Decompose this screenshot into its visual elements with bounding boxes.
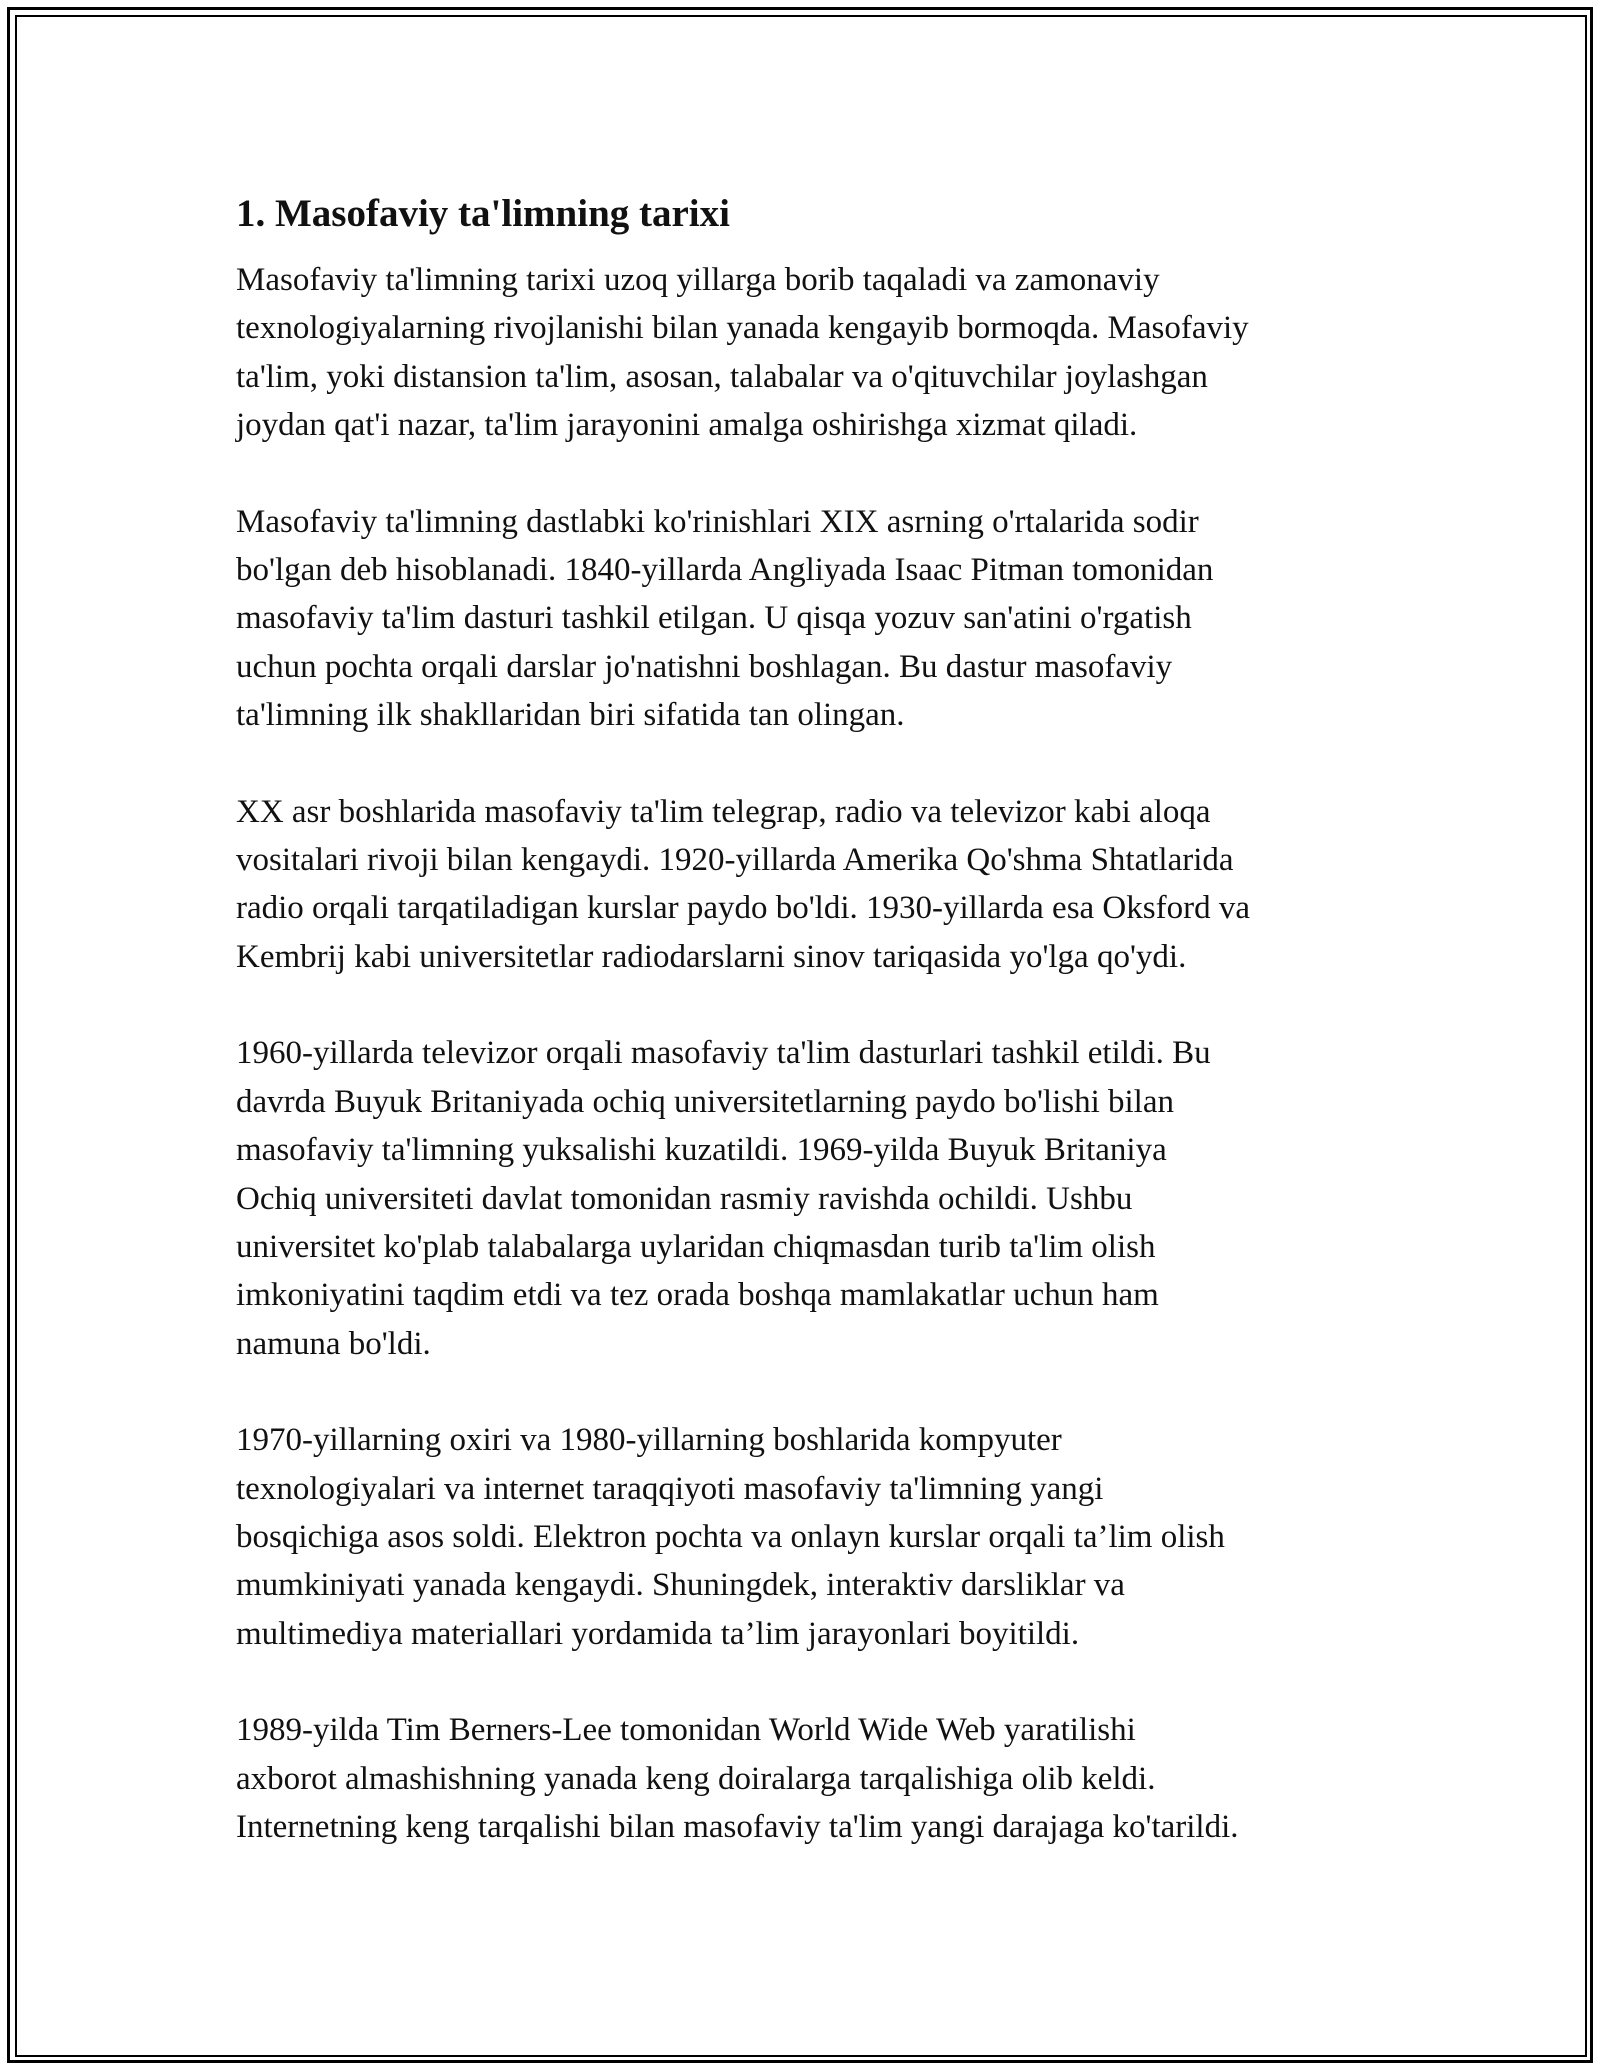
paragraph-1960s: 1960-yillarda televizor orqali masofaviy ta'lim dasturlari tashkil etildi. Bu davrda Buyuk Britaniyada ochiq universitetlarning paydo bo'lishi bilan masofaviy ta'limning yuksalishi kuzatildi. 1969-yilda Buyuk Britaniya Ochiq universiteti davlat tomonidan rasmiy ravishda ochildi. Ushbu universitet ko'plab talabalarga uylaridan chiqmasdan turib ta'lim olish imkoniyatini taqdim etdi va tez orada boshqa mamlakatlar uchun ham namuna bo'ldi. <box>236 1035 1211 1362</box>
section-heading: 1. Masofaviy ta'limning tarixi <box>236 192 730 235</box>
paragraph-20th-century: XX asr boshlarida masofaviy ta'lim telegrap, radio va televizor kabi aloqa vositalari rivoji bilan kengaydi. 1920-yillarda Amerika Qo'shma Shtatlarida radio orqali tarqatiladigan kurslar paydo bo'ldi. 1930-yillarda esa Oksford va Kembrij kabi universitetlar radiodarslarni sinov tariqasida yo'lga qo'ydi. <box>236 793 1250 975</box>
paragraph-intro: Masofaviy ta'limning tarixi uzoq yillarga borib taqaladi va zamonaviy texnologiyalarning rivojlanishi bilan yanada kengayib bormoqda. Masofaviy ta'lim, yoki distansion ta'lim, asosan, talabalar va o'qituvchilar joylashgan joydan qat'i nazar, ta'lim jarayonini amalga oshirishga xizmat qiladi. <box>236 262 1249 444</box>
paragraph-world-wide-web: 1989-yilda Tim Berners-Lee tomonidan World Wide Web yaratilishi axborot almashishning yanada keng doiralarga tarqalishiga olib keldi. Internetning keng tarqalishi bilan masofaviy ta'lim yangi darajaga ko'tarildi. <box>236 1712 1239 1845</box>
paragraph-1970s-1980s: 1970-yillarning oxiri va 1980-yillarning boshlarida kompyuter texnologiyalari va internet taraqqiyoti masofaviy ta'limning yangi bosqichiga asos soldi. Elektron pochta va onlayn kurslar orqali ta’lim olish mumkiniyati yanada kengaydi. Shuningdek, interaktiv darsliklar va multimediya materiallari yordamida ta’lim jarayonlari boyitildi. <box>236 1422 1225 1652</box>
paragraph-19th-century: Masofaviy ta'limning dastlabki ko'rinishlari XIX asrning o'rtalarida sodir bo'lgan deb hisoblanadi. 1840-yillarda Angliyada Isaac Pitman tomonidan masofaviy ta'lim dasturi tashkil etilgan. U qisqa yozuv san'atini o'rgatish uchun pochta orqali darslar jo'natishni boshlagan. Bu dastur masofaviy ta'limning ilk shakllaridan biri sifatida tan olingan. <box>236 503 1214 734</box>
document-body <box>236 186 1396 1899</box>
